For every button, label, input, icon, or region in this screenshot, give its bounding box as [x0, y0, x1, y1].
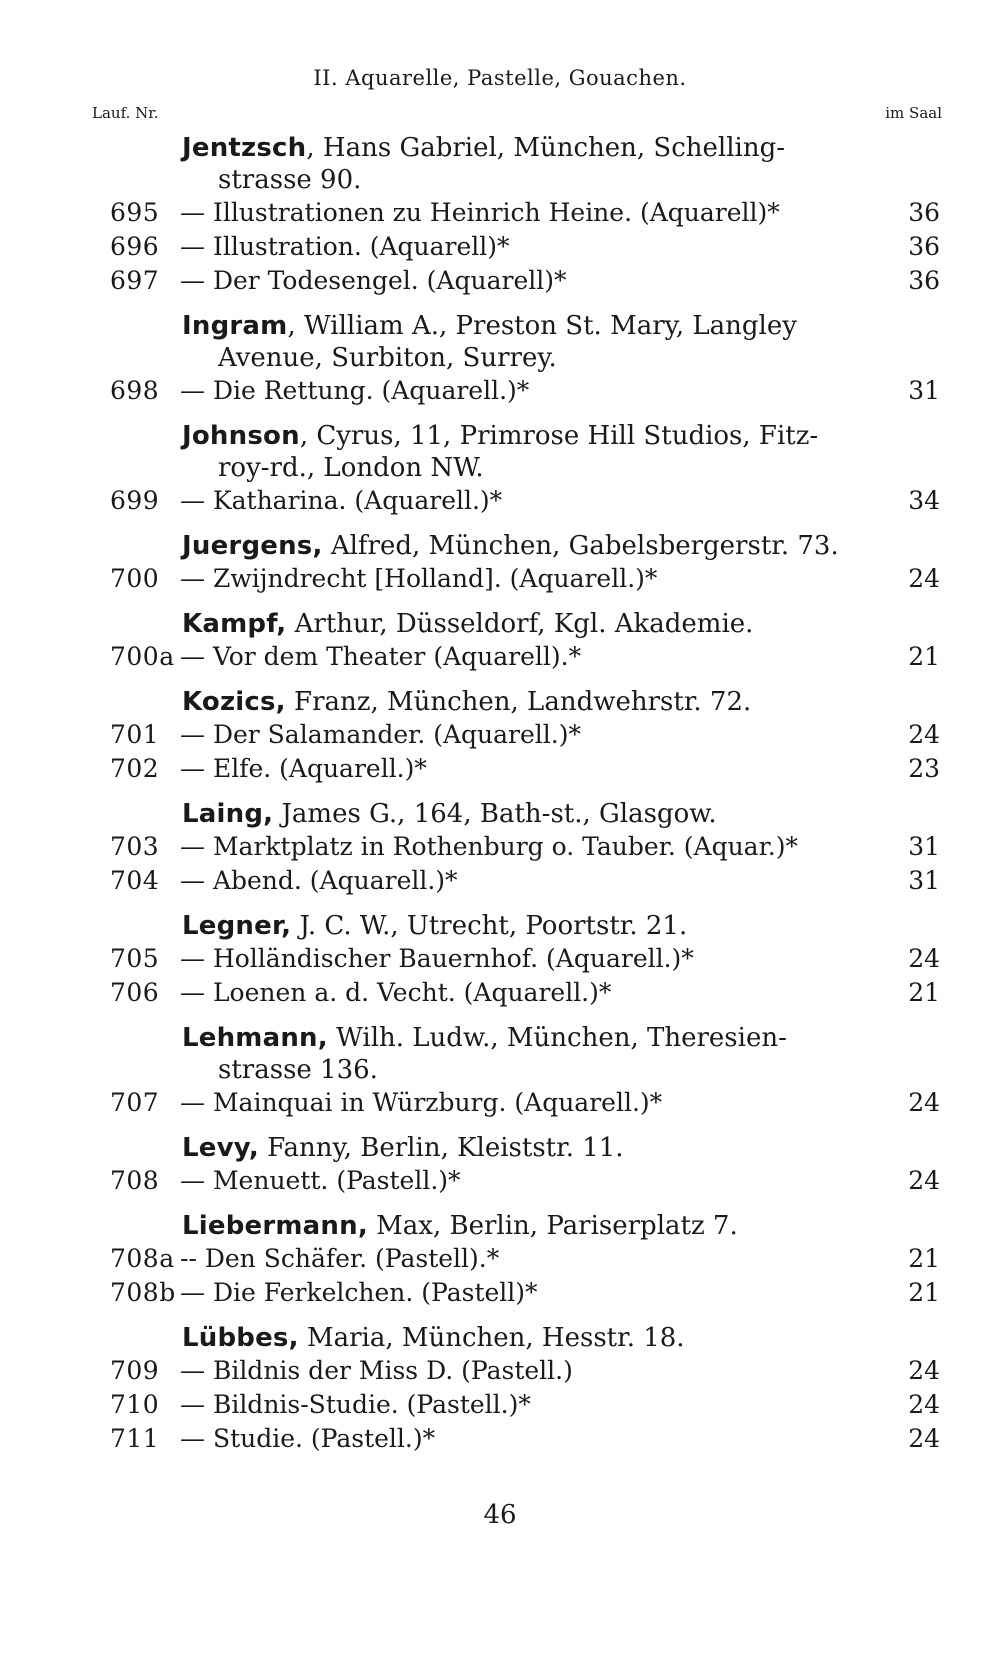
- artist-name: Ingram: [182, 311, 288, 341]
- room-number: 36: [908, 198, 940, 227]
- artist-entry: [182, 420, 900, 484]
- catalog-number: 711: [110, 1424, 160, 1453]
- work-title: — Vor dem Theater (Aquarell).*: [180, 642, 582, 671]
- room-number: 36: [908, 232, 940, 261]
- catalog-number: 706: [110, 978, 160, 1007]
- page-number: 46: [483, 1500, 517, 1530]
- work-title: — Bildnis der Miss D. (Pastell.): [180, 1356, 573, 1385]
- work-title: — Abend. (Aquarell.)*: [180, 866, 458, 895]
- catalog-row: [0, 1276, 1000, 1310]
- artist-entry: [182, 132, 900, 196]
- artist-entry: [182, 798, 900, 830]
- artist-name: Laing,: [182, 799, 274, 829]
- catalog-number: 702: [110, 754, 160, 783]
- artist-address: , William A., Preston St. Mary, Langley: [287, 311, 797, 341]
- room-number: 24: [908, 944, 940, 973]
- artist-entry: [182, 310, 900, 374]
- work-title: — Mainquai in Würzburg. (Aquarell.)*: [180, 1088, 663, 1117]
- room-number: 24: [908, 1166, 940, 1195]
- room-number: 24: [908, 720, 940, 749]
- artist-address: Alfred, München, Gabelsbergerstr. 73.: [322, 531, 839, 561]
- catalog-number: 710: [110, 1390, 160, 1419]
- work-title: — Der Salamander. (Aquarell.)*: [180, 720, 581, 749]
- work-title: — Illustrationen zu Heinrich Heine. (Aquarell)*: [180, 198, 780, 227]
- room-number: 31: [908, 832, 940, 861]
- catalog-row: [0, 640, 1000, 674]
- room-number: 24: [908, 564, 940, 593]
- room-number: 21: [908, 642, 940, 671]
- artist-name: Kozics,: [182, 687, 286, 717]
- artist-entry: [182, 1322, 900, 1354]
- room-number: 24: [908, 1424, 940, 1453]
- artist-entry: [182, 910, 900, 942]
- work-title: — Holländischer Bauernhof. (Aquarell.)*: [180, 944, 694, 973]
- artist-address: Fanny, Berlin, Kleiststr. 11.: [258, 1133, 624, 1163]
- catalog-row: [0, 196, 1000, 230]
- room-number: 23: [908, 754, 940, 783]
- catalog-row: [0, 864, 1000, 898]
- catalog-number: 708: [110, 1166, 160, 1195]
- catalog-entries: [0, 132, 1000, 1456]
- work-title: — Die Ferkelchen. (Pastell)*: [180, 1278, 538, 1307]
- catalog-number: 708a: [110, 1244, 175, 1273]
- room-number: 31: [908, 376, 940, 405]
- artist-name: Liebermann,: [182, 1211, 368, 1241]
- artist-address: Max, Berlin, Pariserplatz 7.: [367, 1211, 738, 1241]
- room-number: 21: [908, 978, 940, 1007]
- artist-address: Arthur, Düsseldorf, Kgl. Akademie.: [286, 609, 754, 639]
- catalog-number: 703: [110, 832, 160, 861]
- room-number: 34: [908, 486, 940, 515]
- catalog-number: 701: [110, 720, 160, 749]
- artist-entry: [182, 686, 900, 718]
- work-title: — Der Todesengel. (Aquarell)*: [180, 266, 567, 295]
- catalog-row: [0, 230, 1000, 264]
- artist-address-continued: roy-rd., London NW.: [218, 453, 484, 483]
- room-number: 36: [908, 266, 940, 295]
- catalog-row: [0, 718, 1000, 752]
- artist-name: Lehmann,: [182, 1023, 328, 1053]
- catalog-row: [0, 942, 1000, 976]
- work-title: — Illustration. (Aquarell)*: [180, 232, 510, 261]
- artist-name: Levy,: [182, 1133, 259, 1163]
- artist-address: Franz, München, Landwehrstr. 72.: [285, 687, 752, 717]
- catalog-number: 696: [110, 232, 160, 261]
- catalog-number: 700a: [110, 642, 175, 671]
- artist-entry: [182, 1022, 900, 1086]
- catalog-number: 697: [110, 266, 160, 295]
- catalog-number: 705: [110, 944, 160, 973]
- catalog-row: [0, 1086, 1000, 1120]
- artist-name: Kampf,: [182, 609, 287, 639]
- work-title: — Elfe. (Aquarell.)*: [180, 754, 427, 783]
- artist-entry: [182, 1210, 900, 1242]
- artist-address: , Hans Gabriel, München, Schelling-: [306, 133, 786, 163]
- artist-name: Legner,: [182, 911, 292, 941]
- artist-address-continued: Avenue, Surbiton, Surrey.: [218, 343, 557, 373]
- work-title: — Menuett. (Pastell.)*: [180, 1166, 461, 1195]
- catalog-row: [0, 1242, 1000, 1276]
- artist-address: James G., 164, Bath-st., Glasgow.: [273, 799, 717, 829]
- catalog-number: 695: [110, 198, 160, 227]
- catalog-row: [0, 264, 1000, 298]
- artist-entry: [182, 530, 900, 562]
- artist-address: J. C. W., Utrecht, Poortstr. 21.: [291, 911, 688, 941]
- artist-address: , Cyrus, 11, Primrose Hill Studios, Fitz-: [299, 421, 819, 451]
- room-number: 31: [908, 866, 940, 895]
- catalog-number: 704: [110, 866, 160, 895]
- catalog-row: [0, 562, 1000, 596]
- work-title: — Zwijndrecht [Holland]. (Aquarell.)*: [180, 564, 658, 593]
- catalog-row: [0, 484, 1000, 518]
- work-title: — Marktplatz in Rothenburg o. Tauber. (Aquar.)*: [180, 832, 798, 861]
- work-title: — Bildnis-Studie. (Pastell.)*: [180, 1390, 531, 1419]
- artist-name: Jentzsch: [182, 133, 307, 163]
- artist-address: Maria, München, Hesstr. 18.: [298, 1323, 685, 1353]
- catalog-number: 698: [110, 376, 160, 405]
- artist-entry: [182, 608, 900, 640]
- room-number: 24: [908, 1088, 940, 1117]
- work-title: -- Den Schäfer. (Pastell).*: [180, 1244, 500, 1273]
- artist-address: Wilh. Ludw., München, Theresien-: [327, 1023, 787, 1053]
- room-number: 21: [908, 1278, 940, 1307]
- catalog-number: 709: [110, 1356, 160, 1385]
- catalog-row: [0, 1164, 1000, 1198]
- catalog-row: [0, 976, 1000, 1010]
- section-title: II. Aquarelle, Pastelle, Gouachen.: [313, 66, 687, 90]
- artist-entry: [182, 1132, 900, 1164]
- catalog-row: [0, 752, 1000, 786]
- catalog-row: [0, 1388, 1000, 1422]
- column-header-lauf-nr: Lauf. Nr.: [92, 104, 159, 122]
- catalog-row: [0, 1422, 1000, 1456]
- catalog-row: [0, 1354, 1000, 1388]
- work-title: — Die Rettung. (Aquarell.)*: [180, 376, 530, 405]
- artist-address-continued: strasse 90.: [218, 165, 362, 195]
- room-number: 24: [908, 1356, 940, 1385]
- work-title: — Katharina. (Aquarell.)*: [180, 486, 503, 515]
- catalog-number: 700: [110, 564, 160, 593]
- work-title: — Studie. (Pastell.)*: [180, 1424, 436, 1453]
- catalog-number: 707: [110, 1088, 160, 1117]
- artist-name: Juergens,: [182, 531, 323, 561]
- work-title: — Loenen a. d. Vecht. (Aquarell.)*: [180, 978, 612, 1007]
- catalog-number: 699: [110, 486, 160, 515]
- column-header-saal: im Saal: [885, 104, 942, 122]
- catalog-row: [0, 830, 1000, 864]
- artist-address-continued: strasse 136.: [218, 1055, 378, 1085]
- artist-name: Johnson: [182, 421, 300, 451]
- catalog-row: [0, 374, 1000, 408]
- room-number: 21: [908, 1244, 940, 1273]
- catalog-number: 708b: [110, 1278, 176, 1307]
- room-number: 24: [908, 1390, 940, 1419]
- artist-name: Lübbes,: [182, 1323, 299, 1353]
